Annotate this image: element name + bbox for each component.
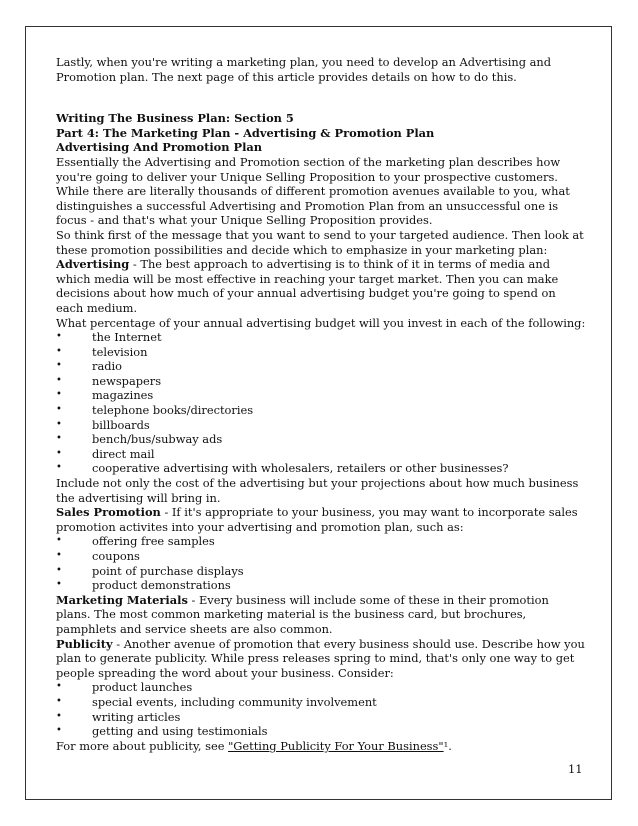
- sales-promotion-list: [56, 534, 586, 592]
- paragraph-message: So think first of the message that you want to send to your targeted audience. Then look at these promotion possibilities and decide which to emphasize in your marketing plan:: [56, 227, 584, 257]
- list-item: • getting and using testimonials: [56, 724, 586, 739]
- advertising-note: Include not only the cost of the advertising but your projections about how much business the advertising will bring in.: [56, 476, 579, 505]
- advertising-text: - The best approach to advertising is to think of it in terms of media and which media will be most effective in reaching your target market. Then you can make decisions about how much of your annual advertising budget you're going to spend on each medium.: [56, 257, 559, 315]
- page-number: 11: [568, 762, 583, 776]
- list-item: • telephone books/directories: [56, 403, 586, 418]
- advertising-paragraph: [56, 257, 586, 315]
- intro-paragraph: Lastly, when you're writing a marketing plan, you need to develop an Advertising and Promotion plan. The next page of this article provides details on how to do this.: [56, 55, 552, 84]
- marketing-materials-paragraph: [56, 593, 586, 637]
- paragraph-essentially: Essentially the Advertising and Promotion section of the marketing plan describes how you're going to deliver your Unique Selling Proposition to your prospective customers. While there are literally thousands of different promotion avenues available to you, what distinguishes a successful Advertising and Promotion Plan from an unsuccessful one is focus - and that's what your Unique Selling Proposition provides.: [56, 154, 570, 228]
- list-item: • television: [56, 345, 586, 360]
- sales-promotion-paragraph: [56, 505, 586, 534]
- sub-title: Advertising And Promotion Plan: [56, 140, 263, 155]
- spacer: [56, 84, 586, 111]
- list-item: • billboards: [56, 418, 586, 433]
- publicity-article-link[interactable]: "Getting Publicity For Your Business": [228, 738, 444, 753]
- closing-suffix: ¹.: [443, 738, 452, 753]
- advertising-list: [56, 330, 586, 476]
- list-item: • product demonstrations: [56, 578, 586, 593]
- section-title: Writing The Business Plan: Section 5: [56, 111, 294, 126]
- publicity-list: [56, 680, 586, 738]
- publicity-paragraph: [56, 637, 586, 681]
- advertising-label: Advertising: [56, 257, 130, 272]
- document-body: [56, 55, 586, 753]
- list-item: • coupons: [56, 549, 586, 564]
- publicity-label: Publicity: [56, 636, 113, 651]
- list-item: • offering free samples: [56, 534, 586, 549]
- list-item: • the Internet: [56, 330, 586, 345]
- list-item: • bench/bus/subway ads: [56, 432, 586, 447]
- sales-promotion-text: - If it's appropriate to your business, you may want to incorporate sales promotion activites into your advertising and promotion plan, such as:: [56, 505, 578, 534]
- list-item: • radio: [56, 359, 586, 374]
- closing-prefix: For more about publicity, see: [56, 738, 229, 753]
- list-item: • writing articles: [56, 710, 586, 725]
- list-item: • magazines: [56, 388, 586, 403]
- marketing-materials-label: Marketing Materials: [56, 592, 188, 607]
- list-item: • newspapers: [56, 374, 586, 389]
- publicity-text: - Another avenue of promotion that every business should use. Describe how you plan to generate publicity. While press releases spring to mind, that's only one way to get people spreading the word about your business. Consider:: [56, 636, 585, 680]
- list-item: • product launches: [56, 680, 586, 695]
- sales-promotion-label: Sales Promotion: [56, 505, 161, 520]
- closing-paragraph: [56, 739, 586, 754]
- list-item: • special events, including community involvement: [56, 695, 586, 710]
- marketing-materials-text: - Every business will include some of these in their promotion plans. The most common marketing material is the business card, but brochures, pamphlets and service sheets are also common.: [56, 592, 549, 636]
- part-title: Part 4: The Marketing Plan - Advertising & Promotion Plan: [56, 125, 435, 140]
- list-item: • point of purchase displays: [56, 564, 586, 579]
- list-item: • direct mail: [56, 447, 586, 462]
- advertising-question: What percentage of your annual advertising budget will you invest in each of the following:: [56, 315, 586, 330]
- list-item: • cooperative advertising with wholesalers, retailers or other businesses?: [56, 461, 586, 476]
